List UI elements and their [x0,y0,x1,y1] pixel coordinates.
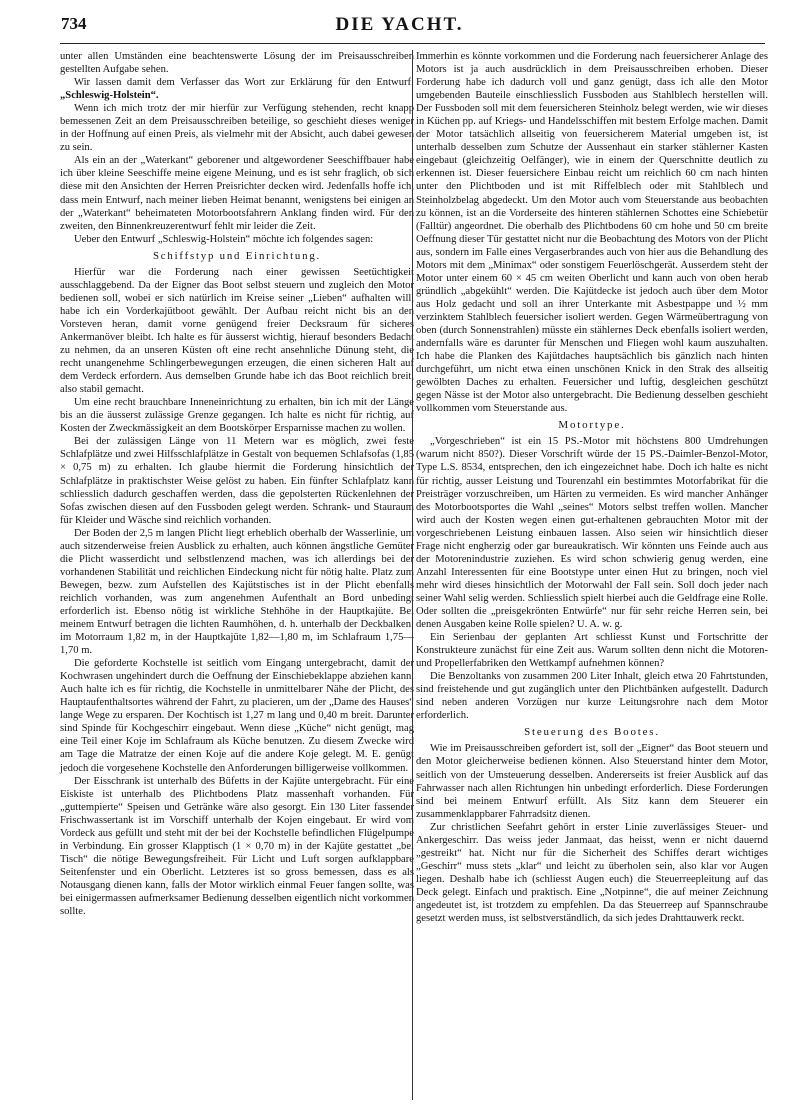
header-rule [60,43,765,44]
running-title: DIE YACHT. [335,14,464,35]
paragraph: Wie im Preisausschreiben gefordert ist, soll der „Eigner“ das Boot steuern und den Motor gleicherweise bedienen können. Also Steuerstand hinter dem Motor, seitlich von der Umsteuerung desselben. Andererseits ist freier Ausblick auf das Fahrwasser nach allen Richtungen hin unbedingt erforderlich. Diese Forderungen sind bei meinem Entwurf erfüllt. Als Sitz kann dem Steuerer ein zusammenklappbarer Fahrradsitz dienen. [416,743,768,820]
page-number: 734 [61,14,87,33]
paragraph: „Vorgeschrieben“ ist ein 15 PS.-Motor mit höchstens 800 Umdrehungen (warum nicht 850?). Dieser Vorschrift würde der 15 PS.-Daimler-Benzol-Motor, Type L.S. 8534, entsprechen, den ich eingezeichnet habe. Doch ich halte es nicht für richtig, ausser Leistung und Tourenzahl ein bestimmtes Motorfabrikat für die Preisträger vorzuschreiben, um Härten zu vermeiden. Es wird mancher Anhänger des Motorbootsportes die Wahl „seines“ Motors selbst treffen wollen. Mancher wird auch der Kosten wegen einen gut-erhaltenen gebrauchten Motor mit der vorgeschriebenen Leistung einbauen lassen. Also seien wir hinsichtlich dieser Frage nicht engherzig oder gar bureaukratisch. Wir könnten uns Feinde auch aus der Motorenindustrie zuziehen. Es wird schon schwierig genug werden, eine Anzahl Interessenten für eine Bootstype unter einen Hut zu bringen, noch viel mehr wird dieses hinsichtlich der Motorwahl der Fall sein. Soll doch jeder nach seiner Wahl selig werden. Schliesslich spielt hierbei auch die Geldfrage eine Rolle. Oder sollten die „preisgekrönten Entwürfe“ nur für sehr reiche Herren sein, bei denen Ausgaben keine Rolle spielen? U. A. w. g. [416,436,768,631]
paragraph: Zur christlichen Seefahrt gehört in erster Linie zuverlässiges Steuer- und Ankergeschirr. Das weiss jeder Janmaat, das heisst, wenn er nicht dauernd „gestreikt“ hat. Nicht nur für die Sicherheit des Schiffes derart wichtiges „Geschirr“ muss stets „klar“ und leicht zu überholen sein, also klar vor Augen liegen. Deshalb habe ich (schliesst Augen euch) die Steuerreepleitung auf das Deck gelegt. Einfach und praktisch. Eine „Notpinne“, die auf meiner Zeichnung angedeutet ist, ist trotzdem zu empfehlen. Da das Steuerreep auf Spannschraube gesetzt werden muss, ist selbstverständlich, da sich jedes Drahttauwerk reckt. [416,821,768,925]
paragraph: Als ein an der „Waterkant“ geborener und altgewordener Seeschiffbauer habe ich über kleine Seeschiffe meine eigene Meinung, und es ist sehr fraglich, ob sich diese mit den Ansichten der Herren Preisrichter decken wird. Jedenfalls hoffe ich, dass mein Entwurf, nach meiner lieben Heimat benannt, wenigstens bei einigen an der „Waterkant“ beheimateten Motorbootsfahrern Anklang finden wird. Für den zweiten, den Binnenkreuzerentwurf fehlt mir leider die Zeit. [60,155,414,232]
paragraph: Ueber den Entwurf „Schleswig-Holstein“ möchte ich folgendes sagen: [74,233,374,245]
section-heading: Steuerung des Bootes. [524,726,660,739]
paragraph-intro [60,76,414,102]
paragraph: Bei der zulässigen Länge von 11 Metern war es möglich, zwei feste Schlafplätze und zwei Hilfsschlafplätze in Gestalt von bequemen Schlafsofas (1,85 × 0,75 m) zu erhalten. Ich glaube hiermit die Forderung hinsichtlich der Schlafplätze in praktischster Weise gelöst zu haben. Ein fünfter Schlafplatz kann schliesslich dadurch geschaffen werden, dass die gepolsterten Rückenlehnen der Sofas zwischen diesen auf den Fussboden gelegt werden. Schrank- und Stauraum für Kleider und Wäsche sind reichlich vorhanden. [60,436,414,526]
paragraph: Der Boden der 2,5 m langen Plicht liegt erheblich oberhalb der Wasserlinie, um auch sitzenderweise freien Ausblick zu erhalten, auch können ängstliche Gemüter die Plicht wasserdicht und selbstlenzend machen, was ich allerdings bei der vorhandenen Stabilität und reichlichen Eindeckung nicht für nötig halte. Platz zum Bewegen, bezw. zum Aufstellen des Kajütstisches ist in der Plicht ebenfalls reichlich vorhanden, was zum angenehmen Aufenthalt an Bord unbedingt erforderlich ist. Ebenso nötig ist wirkliche Stehhöhe in der Hauptkajüte. Bei meinem Entwurf betragen die lichten Raumhöhen, d. h. unterhalb der Deckbalken: im Motorraum 1,82 m, in der Hauptkajüte 1,82—1,80 m, im Schlafraum 1,75—1,70 m. [60,527,414,657]
left-column [60,50,414,918]
right-column [416,50,768,925]
paragraph: Immerhin es könnte vorkommen und die Forderung nach feuersicherer Anlage des Motors ist ja auch ausdrücklich in dem Preisausschreiben erhoben. Dieser Forderung habe ich dadurch voll und ganz genügt, dass ich alle den Motor umgebenden Bauteile einschliesslich Fussboden aus Stahlblech herstellen will. Der Fussboden soll mit dem feuersicheren Steinholz belegt werden, wie wir dieses in Küchen pp. auf Kriegs- und Handelsschiffen mit bestem Erfolge machen. Damit der Motor tatsächlich allseitig von feuersicherem Material umgeben ist, ist unterhalb desselben zum Schutze der Aussenhaut ein starker stählerner Kasten eingebaut (gleichzeitig Oelfänger), wie in einem der Querschnitte deutlich zu erkennen ist. Dieser feuersichere Einbau reicht um reichlich 60 cm nach hinten unter den Plichtboden und ist mit Riffelblech oder mit Stahlblech und Steinholzbelag abgedeckt. Um den Motor auch vom Steuerstande aus beobachten zu können, ist an die Vorderseite des hinteren stählernen Schottes eine Schiebetür (Falltür) angeordnet. Die oberhalb des Plichtbodens 60 cm hohe und 50 cm breite Oeffnung dieser Tür gestattet nicht nur die Beobachtung des Motors von der Plicht aus, sondern im Falle eines Vergaserbrandes auch von hier aus die Behandlung des Motors mit dem „Minimax“ oder sonstigem Feuerlöschgerät. Ausserdem steht der Motor unter einem 60 × 45 cm weiten Oberlicht und kann auch von oben herab gründlich „abgekühlt“ werden. Die Kajütdecke ist jedoch auch über dem Motor aus Holz gedacht und soll an ihrer Unterkante mit Asbestpappe und ½ mm verzinktem Stahlblech feuersicher isoliert werden. Gegen Wärmeübertragung von oben (durch Sonnenstrahlen) müsste ein stählernes Deck ebenfalls isoliert werden, andernfalls wäre es darunter für Menschen und Fliegen wohl kaum auszuhalten. Ich habe die Planken des Kajütdaches hauptsächlich bis gänzlich nach hinten durchgeführt, um nicht etwa einen unschönen Knick in den Strak des allseitig gewölbten Daches zu erhalten. Feuersicher und luftig, desgleichen geschützt gegen Nässe ist der Motor also untergebracht. Die Bedienung desselben geschieht vollkommen vom Steuerstande aus. [416,51,768,415]
paragraph: Die Benzoltanks von zusammen 200 Liter Inhalt, gleich etwa 20 Fahrtstunden, sind freistehende und gut zugänglich unter den Plichtbänken aufgestellt. Dadurch sind neben anderen Vorzügen nur kurze Leitungsrohre nach dem Motor erforderlich. [416,671,768,722]
entry-title: „Schleswig-Holstein“. [60,90,159,102]
paragraph-intro-text: Wir lassen damit dem Verfasser das Wort zur Erklärung für den Entwurf: [74,77,414,89]
paragraph: Um eine recht brauchbare Inneneinrichtung zu erhalten, bin ich mit der Länge bis an die äusserst zulässige Grenze gegangen. Ich halte es nicht für richtig, auf Kosten der Zweckmässigkeit an dem Bootskörper Ersparnisse machen zu wollen. [60,397,414,435]
paragraph: Wenn ich mich trotz der mir hierfür zur Verfügung stehenden, recht knapp bemessenen Zeit an dem Preisausschreiben beteilige, so geschieht dieses weniger in der Hoffnung auf einen Preis, als vielmehr mit der Absicht, auch dabei gewesen zu sein. [60,103,414,154]
paragraph: Ein Serienbau der geplanten Art schliesst Kunst und Fortschritte der Konstrukteure zunächst für eine Zeit aus. Warum sollten denn nicht die Motoren- und Propellerfabriken den Wettkampf aufnehmen können? [416,632,768,670]
section-heading: Motortype. [558,419,626,432]
section-heading: Schiffstyp und Einrichtung. [152,249,322,262]
paragraph: Hierfür war die Forderung nach einer gewissen Seetüchtigkeit ausschlaggebend. Da der Eigner das Boot selbst steuern und zugleich den Motor bedienen soll, wobei er sich natürlich im Kreise seiner „Lieben“ aufhalten will, habe ich ein Vorderkajütboot gewählt. Der Aufbau reicht nicht bis an den Vorsteven heran, damit vorne genügend freier Decksraum für sicheres Ankermanöver bleibt. Ich halte es für äusserst wichtig, hierauf besonders Bedacht zu nehmen, da an unseren Küsten oft eine recht ansehnliche Dünung steht, die recht unangenehme Schlingerbewegungen erzeugen, die einen sicheren Halt auf dem Verdeck erfordern. Aus demselben Grunde habe ich das Boot reichlich breit, also stabil gemacht. [60,266,414,396]
column-divider [412,50,413,1100]
paragraph: unter allen Umständen eine beachtenswerte Lösung der im Preisausschreiben gestellten Aufgabe sehen. [60,51,414,76]
paragraph: Die geforderte Kochstelle ist seitlich vom Eingang untergebracht, damit der Kochwrasen ungehindert durch die Oeffnung der Einschiebeklappe abziehen kann. Auch halte ich es für richtig, die Kochstelle in unmittelbarer Nähe der Plicht, des Hauptaufenthaltsortes während der Fahrt, zu placieren, um der „Dame des Hauses“ lange Wege zu ersparen. Der Kochtisch ist 1,27 m lang und 0,40 m breit. Darunter sind Spinde für Kochgeschirr eingebaut. Wenn diese „Küche“ nicht genügt, mag eine Teil einer Koje im Schlafraum als Küche benutzen. Zu diesem Zwecke wird am Tage die Matratze der einen Koje auf die andere Koje gelegt. M. E. genügt jedoch die vorgesehene Kochstelle den Anforderungen billigerweise vollkommen. [60,658,414,774]
paragraph: Der Eisschrank ist unterhalb des Büfetts in der Kajüte untergebracht. Für eine Eiskiste ist unterhalb des Plichtbodens Platz massenhaft vorhanden. Für „guttempierte“ Speisen und Getränke wäre also gesorgt. Ein 130 Liter fassender Frischwassertank ist im Vorschiff unterhalb der Kojen eingebaut. Er wird vom Vordeck aus gefüllt und steht mit der bei der Kochstelle befindlichen Flügelpumpe in Verbindung. Ein grosser Klapptisch (1 × 0,70 m) in der Kajüte gestattet „bei Tisch“ die nötige Bewegungsfreiheit. Für Licht und Luft sorgen aufklappbare Seitenfenster und ein Oberlicht. Letzteres ist so gross bemessen, dass es als Notausgang dienen kann, falls der Motor wirklich einmal Feuer fangen sollte, was bei einigermassen aufmerksamer Bedienung desselben eigentlich nicht vorkommen sollte. [60,775,414,918]
